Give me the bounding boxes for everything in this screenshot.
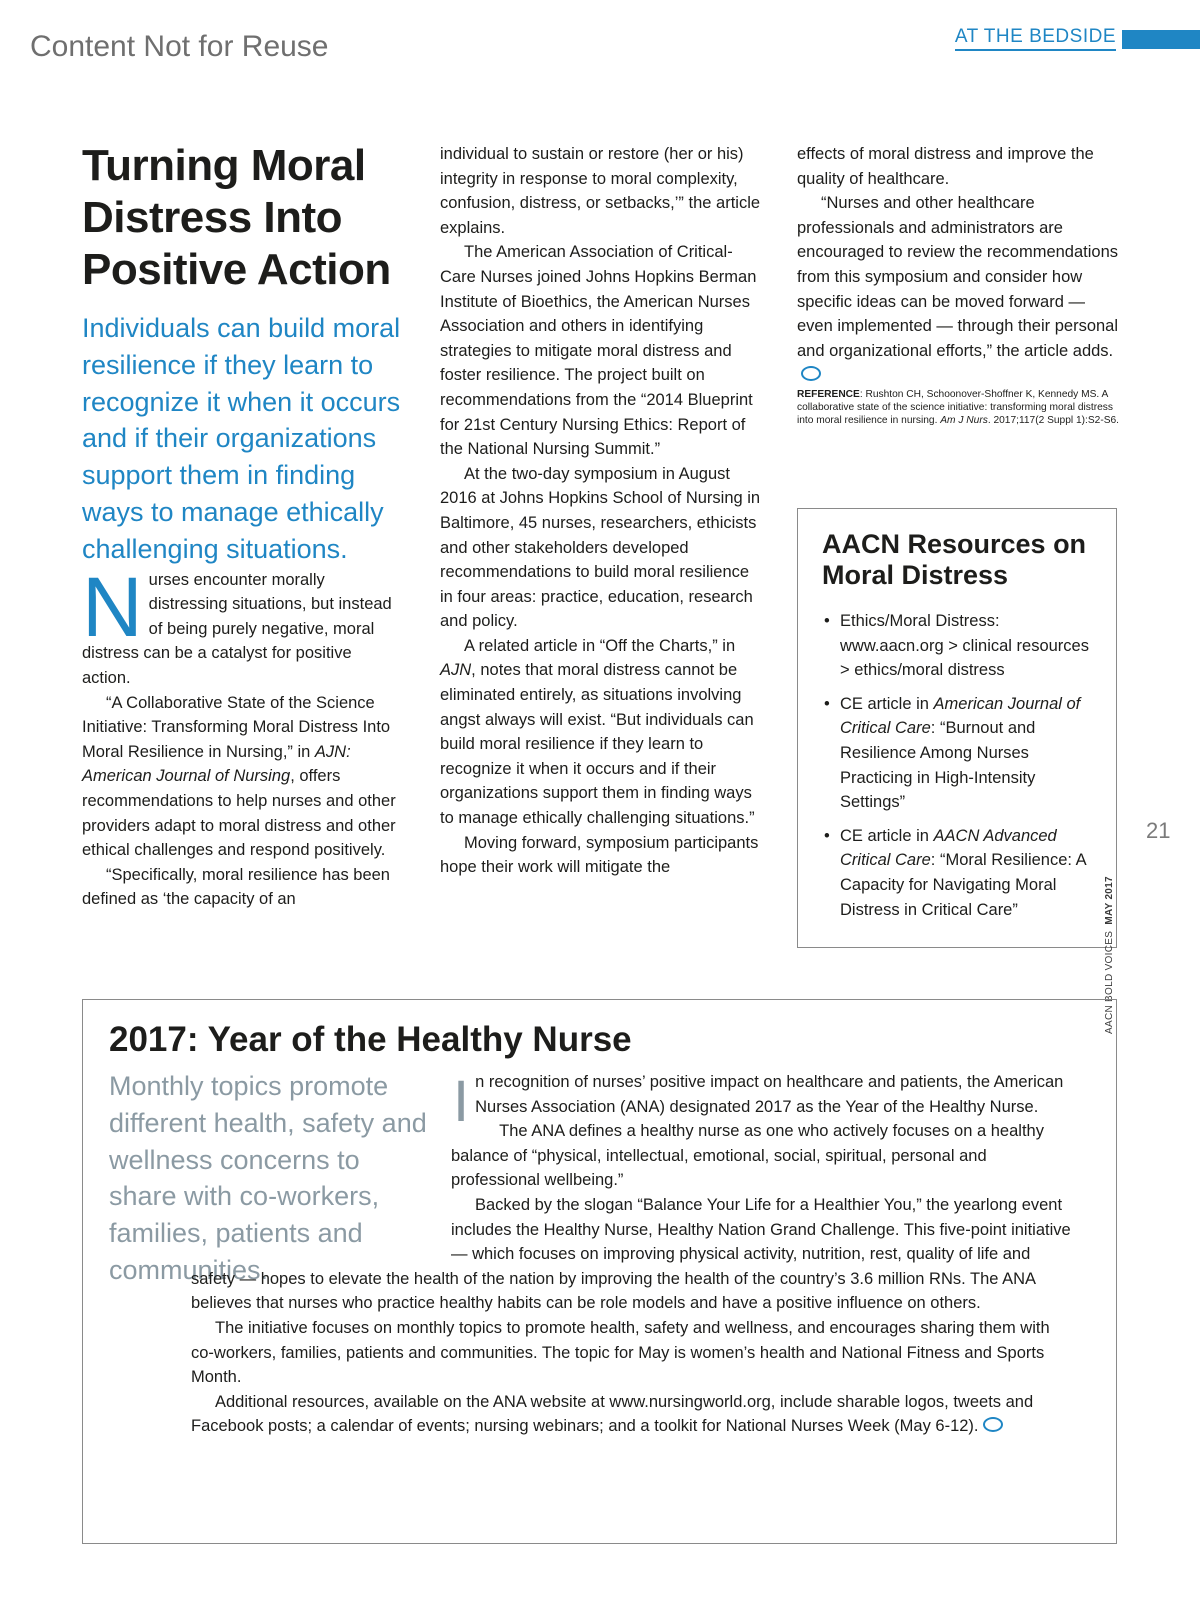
healthy-nurse-paragraph-2: The ANA defines a healthy nurse as one who actively focuses on a healthy balance of “physical, intellectual, emotional, social, spiritual, personal and professional wellbeing.”	[451, 1122, 1044, 1190]
journal-title: AJN	[440, 661, 472, 680]
reference-journal: Am J Nurs	[940, 414, 988, 426]
item-text: CE article in	[840, 826, 934, 845]
reference-text: : Rushton CH, Schoonover-Shoffner K, Kennedy MS. A collaborative state of the science initiative: transforming moral distress into moral resilience in nursing.	[797, 388, 1113, 426]
journal-title: AACN Advanced Critical Care	[840, 826, 1057, 870]
article-paragraph-1	[82, 559, 402, 691]
article-column-3	[797, 142, 1120, 427]
article-paragraph-6	[440, 634, 762, 831]
paragraph-text: urses encounter morally distressing situations, but instead of being purely negative, moral distress can be a catalyst for positive action.	[82, 570, 392, 687]
end-mark-icon	[801, 366, 821, 381]
healthy-nurse-body	[191, 1070, 1071, 1439]
article-headline: Turning Moral Distress Into Positive Action	[82, 141, 391, 294]
article-paragraph-8	[797, 191, 1120, 388]
reference	[797, 388, 1120, 427]
paragraph-text: A related article in “Off the Charts,” in	[464, 636, 736, 655]
resources-item	[822, 692, 1096, 815]
publication-name: AACN BOLD VOICES	[1104, 930, 1115, 1034]
watermark: Content Not for Reuse	[30, 30, 329, 63]
paragraph-text: Additional resources, available on the ANA website at www.nursingworld.org, include sharable logos, tweets and Facebook posts; a calendar of events; nursing webinars; and a toolkit for National Nurses Week (May 6-12).	[191, 1392, 1034, 1436]
healthy-nurse-box	[82, 999, 1117, 1544]
article-deck: Individuals can build moral resilience if they learn to recognize it when it occurs and if their organizations support them in finding ways to manage ethically challenging situations.	[82, 313, 401, 564]
item-text: CE article in	[840, 694, 934, 713]
article-column-2	[440, 142, 762, 880]
article-paragraph-3-continued: individual to sustain or restore (her or his) integrity in response to moral complexity, confusion, distress, or setbacks,’” the article explains.	[440, 145, 761, 237]
healthy-nurse-title: 2017: Year of the Healthy Nurse	[109, 1020, 632, 1059]
resources-item	[822, 824, 1096, 922]
article-paragraph-4: The American Association of Critical-Care Nurses joined Johns Hopkins Berman Institute of Bioethics, the American Nurses Association and others in identifying strategies to mitigate moral distress and foster resilience. The project built on recommendations from the “2014 Blueprint for 21st Century Nursing Ethics: Report of the National Nursing Summit.”	[440, 243, 757, 459]
article-column-1	[82, 140, 402, 912]
section-tag	[955, 26, 1200, 51]
item-text: : “Moral Resilience: A Capacity for Navigating Moral Distress in Critical Care”	[840, 851, 1086, 919]
drop-cap: N	[82, 559, 143, 654]
item-text: : “Burnout and Resilience Among Nurses Practicing in High-Intensity Settings”	[840, 719, 1036, 812]
paragraph-text: “Nurses and other healthcare professionals and administrators are encouraged to review the recommendations from this symposium and consider how specific ideas can be moved forward — even implemented — through their personal and organizational efforts,” the article adds.	[797, 194, 1119, 360]
article-paragraph-5: At the two-day symposium in August 2016 at Johns Hopkins School of Nursing in Baltimore, 45 nurses, researchers, ethicists and other stakeholders developed recommendations to build moral resilience in four areas: practice, education, research and policy.	[440, 464, 761, 631]
paragraph-text: n recognition of nurses’ positive impact on healthcare and patients, the American Nurses Association (ANA) designated 2017 as the Year of the Healthy Nurse.	[475, 1073, 1064, 1116]
healthy-nurse-paragraph-5	[191, 1390, 1071, 1439]
reference-text: . 2017;117(2 Suppl 1):S2-S6.	[987, 414, 1120, 426]
end-mark-icon	[983, 1417, 1003, 1432]
resources-title: AACN Resources on Moral Distress	[822, 529, 1087, 590]
article-paragraph-3: “Specifically, moral resilience has been defined as ‘the capacity of an	[82, 865, 390, 909]
section-tag-bar	[1122, 30, 1200, 49]
paragraph-text: , offers recommendations to help nurses and other providers adapt to moral distress and other ethical challenges and respond positively.	[82, 767, 396, 860]
article-paragraph-2	[82, 691, 402, 863]
section-tag-label: AT THE BEDSIDE	[955, 26, 1116, 51]
resources-box	[797, 508, 1117, 948]
reference-label: REFERENCE	[797, 388, 860, 400]
journal-title: AJN: American Journal of Nursing	[82, 742, 351, 786]
healthy-nurse-deck: Monthly topics promote different health, safety and wellness concerns to share with co-workers, families, patients and communities.	[109, 1071, 427, 1285]
journal-title: American Journal of Critical Care	[840, 694, 1081, 738]
healthy-nurse-paragraph-3: Backed by the slogan “Balance Your Life for a Healthier You,” the yearlong event includes the Healthy Nurse, Healthy Nation Grand Challenge. This five-point initiative — which focuses on improving physical activity, nutrition, rest, quality of life and safety — hopes to elevate the health of the nation by improving the health of the country’s 3.6 million RNs. The ANA believes that nurses who practice healthy habits can be role models and have a positive influence on others.	[191, 1195, 1071, 1313]
drop-cap: I	[453, 1069, 470, 1134]
resources-list	[822, 609, 1096, 922]
article-paragraph-7: Moving forward, symposium participants hope their work will mitigate the	[440, 833, 759, 877]
deck-spacer	[191, 1070, 451, 1266]
resources-item: • Ethics/Moral Distress: www.aacn.org > clinical resources > ethics/moral distress	[822, 609, 1096, 683]
article-paragraph-7-continued: effects of moral distress and improve the quality of healthcare.	[797, 145, 1094, 188]
issue-date: MAY 2017	[1104, 876, 1115, 925]
page-number: 21	[1146, 818, 1171, 843]
paragraph-text: , notes that moral distress cannot be eliminated entirely, as situations involving angst always will exist. “But individuals can build moral resilience if they learn to recognize it when it occurs and if their organizations support them in finding ways to manage ethically challenging situations.”	[440, 661, 755, 828]
healthy-nurse-paragraph-4: The initiative focuses on monthly topics to promote health, safety and wellness, and encourages sharing them with co-workers, families, patients and communities. The topic for May is women’s health and National Fitness and Sports Month.	[191, 1318, 1050, 1387]
paragraph-text: “A Collaborative State of the Science Initiative: Transforming Moral Distress Into Moral Resilience in Nursing,” in	[82, 693, 391, 761]
